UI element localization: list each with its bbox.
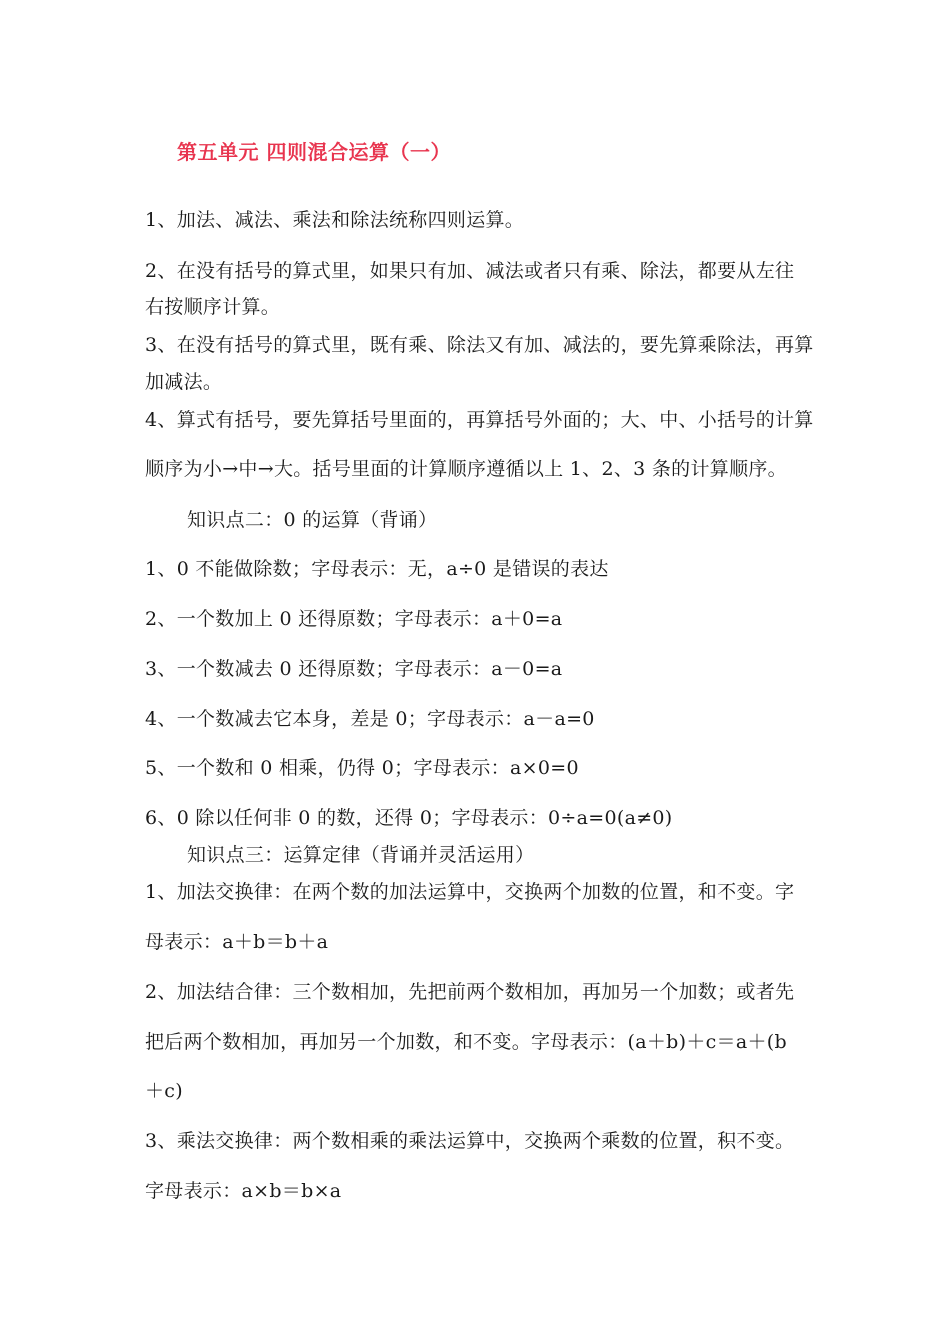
text-line: 2、在没有括号的算式里，如果只有加、减法或者只有乘、除法，都要从左往 (145, 260, 795, 282)
text-line: 把后两个数相加，再加另一个加数，和不变。字母表示：(a＋b)＋c＝a＋(b (145, 1031, 787, 1053)
section-heading: 知识点三：运算定律（背诵并灵活运用） (187, 844, 535, 866)
text-line: 右按顺序计算。 (145, 296, 281, 318)
text-line: 1、加法、减法、乘法和除法统称四则运算。 (145, 209, 525, 231)
text-line: 5、一个数和 0 相乘，仍得 0；字母表示：a×0=0 (145, 757, 579, 779)
text-line: 字母表示：a×b＝b×a (145, 1180, 342, 1202)
text-line: 4、算式有括号，要先算括号里面的，再算括号外面的；大、中、小括号的计算 (145, 409, 814, 431)
text-line: 6、0 除以任何非 0 的数，还得 0；字母表示：0÷a=0(a≠0) (145, 807, 673, 829)
text-line: 1、0 不能做除数；字母表示：无，a÷0 是错误的表达 (145, 558, 609, 580)
text-line: 顺序为小→中→大。括号里面的计算顺序遵循以上 1、2、3 条的计算顺序。 (145, 458, 787, 480)
text-line: 1、加法交换律：在两个数的加法运算中，交换两个加数的位置，和不变。字 (145, 881, 795, 903)
text-line: 母表示：a＋b＝b＋a (145, 931, 329, 953)
text-line: ＋c) (145, 1080, 183, 1102)
text-line: 3、乘法交换律：两个数相乘的乘法运算中，交换两个乘数的位置，积不变。 (145, 1130, 795, 1152)
text-line: 3、一个数减去 0 还得原数；字母表示：a－0=a (145, 658, 563, 680)
text-line: 4、一个数减去它本身，差是 0；字母表示：a－a=0 (145, 708, 595, 730)
page-title: 第五单元 四则混合运算（一） (177, 140, 451, 164)
text-line: 2、一个数加上 0 还得原数；字母表示：a＋0=a (145, 608, 563, 630)
section-heading: 知识点二：0 的运算（背诵） (187, 509, 438, 531)
text-line: 3、在没有括号的算式里，既有乘、除法又有加、减法的，要先算乘除法，再算 (145, 334, 814, 356)
text-line: 加减法。 (145, 371, 223, 393)
text-line: 2、加法结合律：三个数相加，先把前两个数相加，再加另一个加数；或者先 (145, 981, 795, 1003)
